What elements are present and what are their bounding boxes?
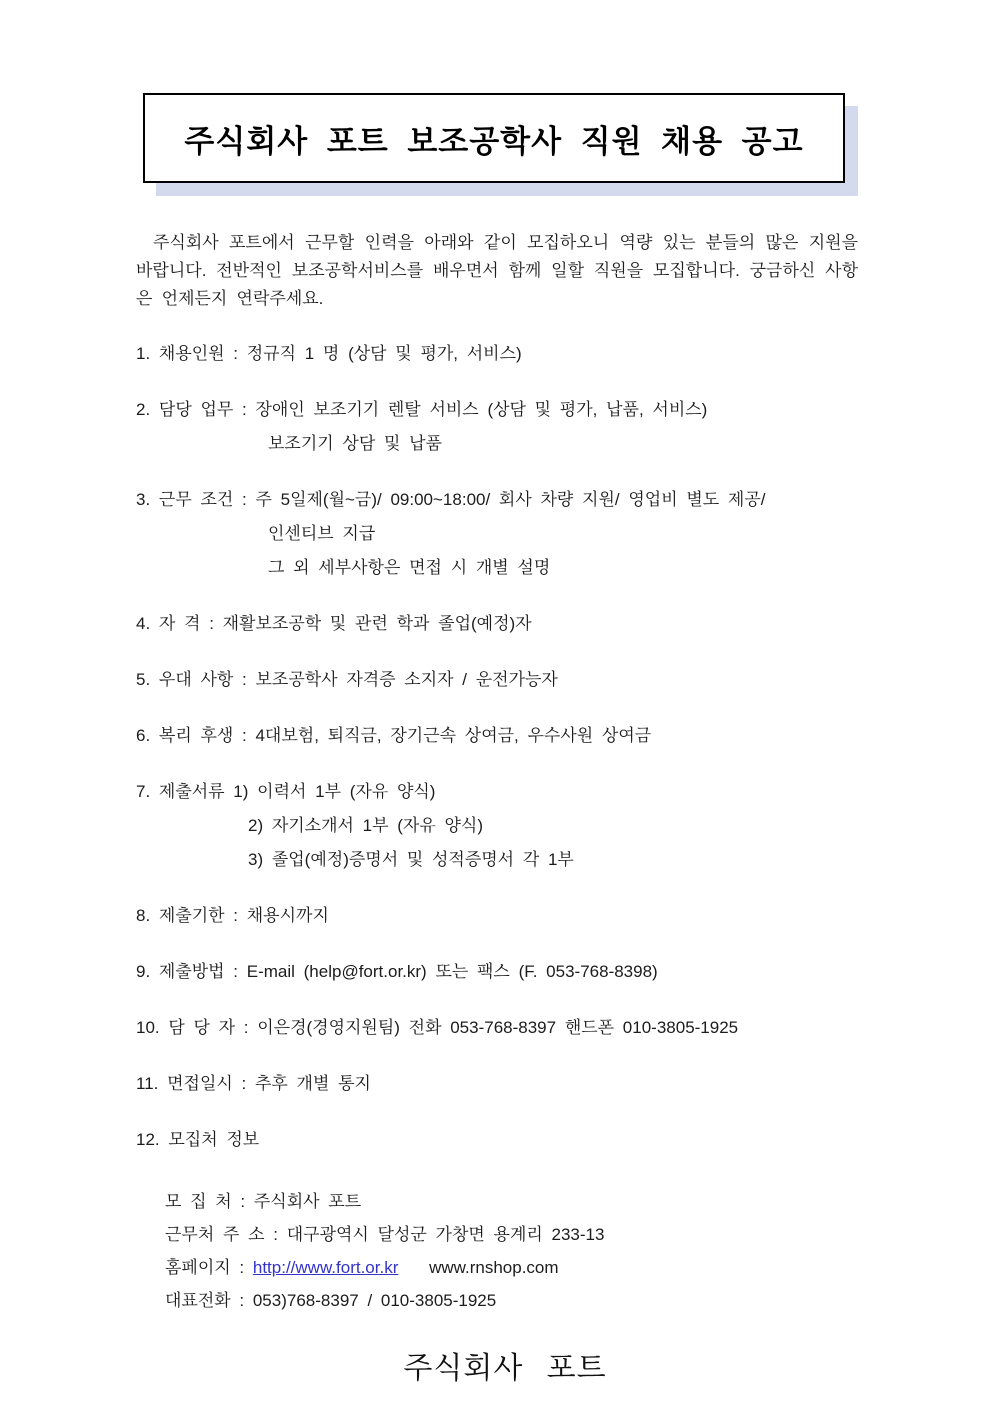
list-item-deadline — [136, 899, 874, 933]
list-item-interview-date — [136, 1067, 874, 1101]
item-line: 2. 담당 업무 : 장애인 보조기기 렌탈 서비스 (상담 및 평가, 납품, 서비스) — [136, 400, 708, 419]
list-item-work-conditions — [136, 483, 874, 585]
list-item-duties — [136, 393, 874, 461]
info-line-phone: 대표전화 : 053)768-8397 / 010-3805-1925 — [165, 1291, 497, 1310]
company-info — [165, 1185, 874, 1317]
item-line: 5. 우대 사항 : 보조공학사 자격증 소지자 / 운전가능자 — [136, 670, 558, 689]
homepage-extra-url: www.rnshop.com — [429, 1258, 559, 1277]
list-item-submit-method — [136, 955, 874, 989]
item-line: 7. 제출서류 1) 이력서 1부 (자유 양식) — [136, 782, 436, 801]
item-line: 4. 자 격 : 재활보조공학 및 관련 학과 졸업(예정)자 — [136, 614, 532, 633]
info-line-address: 근무처 주 소 : 대구광역시 달성군 가창면 용계리 233-13 — [165, 1225, 605, 1244]
title-box — [143, 93, 845, 183]
item-subline: 2) 자기소개서 1부 (자유 양식) — [248, 816, 484, 835]
page-title: 주식회사 포트 보조공학사 직원 채용 공고 — [184, 123, 804, 159]
item-subline: 그 외 세부사항은 면접 시 개별 설명 — [268, 558, 551, 577]
item-line: 3. 근무 조건 : 주 5일제(월~금)/ 09:00~18:00/ 회사 차량 지원/ 영업비 별도 제공/ — [136, 490, 766, 509]
item-subline: 보조기기 상담 및 납품 — [268, 434, 442, 453]
list-item-recruiter-info-heading — [136, 1123, 874, 1157]
job-items-list — [136, 337, 874, 1157]
item-line: 10. 담 당 자 : 이은경(경영지원팀) 전화 053-768-8397 핸드폰 010-3805-1925 — [136, 1018, 739, 1037]
homepage-link[interactable]: http://www.fort.or.kr — [252, 1258, 399, 1277]
item-line: 11. 면접일시 : 추후 개별 통지 — [136, 1074, 371, 1093]
item-line: 9. 제출방법 : E-mail (help@fort.or.kr) 또는 팩스 (F. 053-768-8398) — [136, 962, 658, 981]
info-line-homepage — [165, 1251, 874, 1284]
homepage-label: 홈페이지 : — [165, 1258, 245, 1277]
list-item-contact-person — [136, 1011, 874, 1045]
item-line: 6. 복리 후생 : 4대보험, 퇴직금, 장기근속 상여금, 우수사원 상여금 — [136, 726, 652, 745]
item-subline: 3) 졸업(예정)증명서 및 성적증명서 각 1부 — [248, 850, 574, 869]
info-line-recruiter: 모 집 처 : 주식회사 포트 — [165, 1192, 362, 1211]
intro-paragraph: 주식회사 포트에서 근무할 인력을 아래와 같이 모집하오니 역량 있는 분들의 많은 지원을 바랍니다. 전반적인 보조공학서비스를 배우면서 함께 일할 직원을 모집합니다. 궁금하신 사항은 언제든지 연락주세요. — [136, 233, 858, 308]
footer-company-name: 주식회사 포트 — [403, 1352, 607, 1385]
item-line: 12. 모집처 정보 — [136, 1130, 260, 1149]
list-item-benefits — [136, 719, 874, 753]
item-line: 8. 제출기한 : 채용시까지 — [136, 906, 329, 925]
list-item-recruit-count — [136, 337, 874, 371]
list-item-qualification — [136, 607, 874, 641]
item-line: 1. 채용인원 : 정규직 1 명 (상담 및 평가, 서비스) — [136, 344, 522, 363]
item-subline: 인센티브 지급 — [268, 524, 376, 543]
list-item-documents — [136, 775, 874, 877]
list-item-preferred — [136, 663, 874, 697]
